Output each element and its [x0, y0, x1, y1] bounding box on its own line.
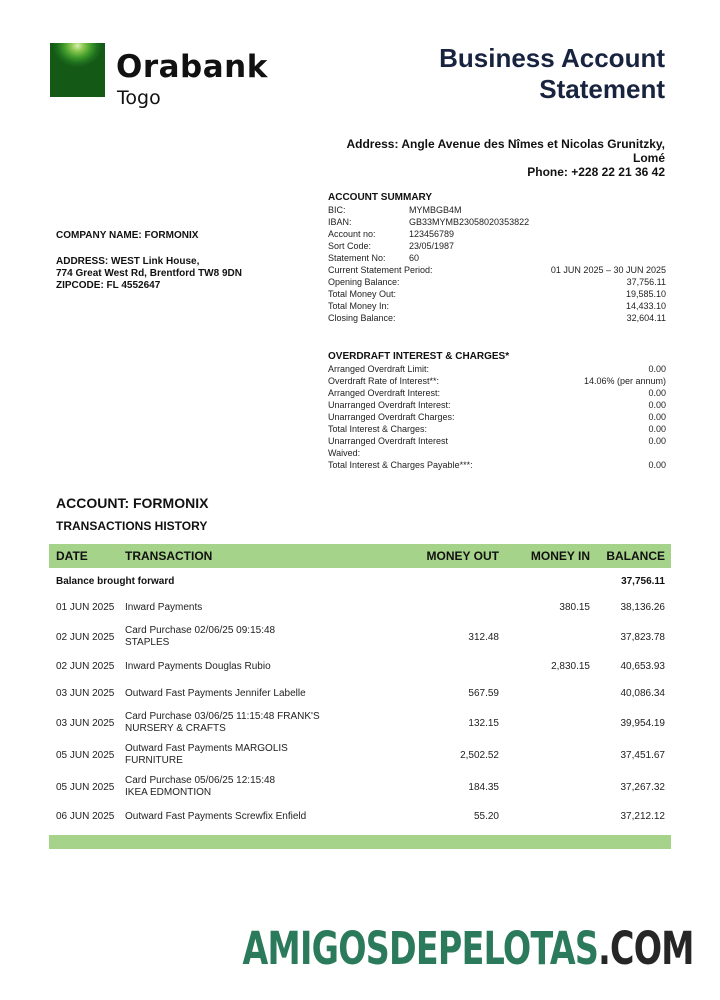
table-row: 02 JUN 2025 Card Purchase 02/06/25 09:15:48 STAPLES 312.48 37,823.78 — [56, 625, 665, 648]
account-title: ACCOUNT: FORMONIX — [56, 495, 209, 511]
watermark: AMIGOSDEPELOTAS.COM — [242, 922, 694, 975]
header-date: DATE — [56, 549, 88, 563]
company-zipcode: ZIPCODE: FL 4552647 — [56, 280, 161, 291]
logo-mark-icon — [50, 43, 105, 97]
summary-row-money-in: Total Money In: 14,433.10 — [328, 301, 666, 311]
address-line-2: Lomé — [632, 151, 665, 165]
table-footer-bar — [49, 835, 671, 849]
company-address-1: ADDRESS: WEST Link House, — [56, 256, 200, 267]
table-row: 02 JUN 2025 Inward Payments Douglas Rubio 2,830.15 40,653.93 — [56, 660, 665, 672]
overdraft-row: Arranged Overdraft Interest: 0.00 — [328, 388, 666, 398]
summary-row-statement-no: Statement No: 60 — [328, 253, 420, 263]
overdraft-row: Unarranged Overdraft Interest: 0.00 — [328, 400, 666, 410]
overdraft-section — [328, 351, 666, 471]
overdraft-row: Arranged Overdraft Limit: 0.00 — [328, 364, 666, 374]
header-money-out: MONEY OUT — [426, 549, 499, 563]
title-line-2: Statement — [539, 74, 665, 104]
table-row: 01 JUN 2025 Inward Payments 380.15 38,136.26 — [56, 601, 665, 613]
transactions-table — [49, 544, 671, 849]
table-row: 05 JUN 2025 Card Purchase 05/06/25 12:15:48 IKEA EDMONTION 184.35 37,267.32 — [56, 775, 665, 798]
header-money-in: MONEY IN — [530, 549, 590, 563]
header-transaction: TRANSACTION — [125, 549, 213, 563]
table-row: 06 JUN 2025 Outward Fast Payments Screwfix Enfield 55.20 37,212.12 — [56, 810, 665, 822]
title-line-1: Business Account — [439, 43, 665, 73]
bank-country: Togo — [117, 87, 161, 109]
summary-row-opening: Opening Balance: 37,756.11 — [328, 277, 666, 287]
balance-brought-forward-row: Balance brought forward 37,756.11 — [56, 575, 665, 587]
table-row: 03 JUN 2025 Outward Fast Payments Jennifer Labelle 567.59 40,086.34 — [56, 687, 665, 699]
header-balance: BALANCE — [606, 549, 665, 563]
account-summary-title: ACCOUNT SUMMARY — [328, 192, 433, 203]
document-title — [439, 43, 665, 105]
overdraft-row: Total Interest & Charges: 0.00 — [328, 424, 666, 434]
table-row: 03 JUN 2025 Card Purchase 03/06/25 11:15:48 FRANK'S NURSERY & CRAFTS 132.15 39,954.19 — [56, 711, 665, 734]
table-row: 05 JUN 2025 Outward Fast Payments MARGOLIS FURNITURE 2,502.52 37,451.67 — [56, 743, 665, 766]
history-title: TRANSACTIONS HISTORY — [56, 519, 208, 533]
summary-row-period: Current Statement Period: 01 JUN 2025 – 30 JUN 2025 — [328, 265, 666, 275]
summary-row-iban: IBAN: GB33MYMB23058020353822 — [328, 217, 530, 227]
overdraft-title: OVERDRAFT INTEREST & CHARGES* — [328, 351, 510, 362]
summary-row-account-no: Account no: 123456789 — [328, 229, 455, 239]
overdraft-row: Unarranged Overdraft Interest Waived: 0.00 — [328, 436, 666, 458]
bank-logo — [50, 43, 310, 113]
bank-phone: Phone: +228 22 21 36 42 — [527, 165, 665, 179]
company-address-2: 774 Great West Rd, Brentford TW8 9DN — [56, 268, 242, 279]
company-name: COMPANY NAME: FORMONIX — [56, 230, 199, 241]
overdraft-row: Total Interest & Charges Payable***: 0.00 — [328, 460, 666, 470]
bank-address — [305, 137, 665, 179]
overdraft-row: Unarranged Overdraft Charges: 0.00 — [328, 412, 666, 422]
bank-name: Orabank — [116, 49, 268, 85]
table-header — [49, 544, 671, 568]
summary-row-money-out: Total Money Out: 19,585.10 — [328, 289, 666, 299]
summary-row-sort-code: Sort Code: 23/05/1987 — [328, 241, 455, 251]
summary-row-bic: BIC: MYMBGB4M — [328, 205, 462, 215]
summary-row-closing: Closing Balance: 32,604.11 — [328, 313, 666, 323]
overdraft-row: Overdraft Rate of Interest**: 14.06% (per annum) — [328, 376, 666, 386]
account-summary — [328, 192, 666, 324]
address-line-1: Address: Angle Avenue des Nîmes et Nicolas Grunitzky, — [346, 137, 665, 151]
company-info — [56, 230, 242, 292]
